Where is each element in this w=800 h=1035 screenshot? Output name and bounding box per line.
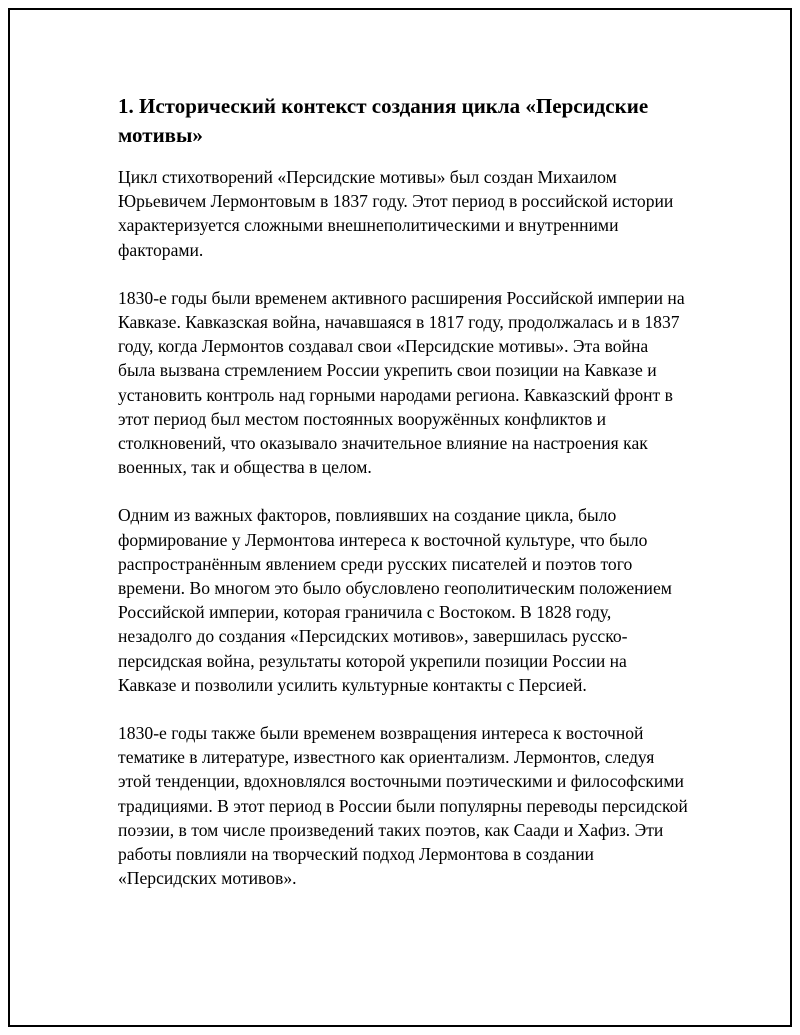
- paragraph-2: 1830-е годы были временем активного расширения Российской империи на Кавказе. Кавказская война, начавшаяся в 1817 году, продолжалась и в 1837 году, когда Лермонтов создавал свои «Персидские мотивы». Эта война была вызвана стремлением России укрепить свои позиции на Кавказе и установить контроль над горными народами региона. Кавказский фронт в этот период был местом постоянных вооружённых конфликтов и столкновений, что оказывало значительное влияние на настроения как военных, так и общества в целом.: [118, 287, 685, 478]
- paragraph-4: 1830-е годы также были временем возвращения интереса к восточной тематике в литературе, известного как ориентализм. Лермонтов, следуя этой тенденции, вдохновлялся восточными поэтическими и философскими традициями. В этот период в России были популярны переводы персидской поэзии, в том числе произведений таких поэтов, как Саади и Хафиз. Эти работы повлияли на творческий подход Лермонтова в создании «Персидских мотивов».: [118, 723, 688, 889]
- paragraph-3: Одним из важных факторов, повлиявших на создание цикла, было формирование у Лермонтова интереса к восточной культуре, что было распространённым явлением среди русских писателей и поэтов того времени. Во многом это было обусловлено геополитическим положением Российской империи, которая граничила с Востоком. В 1828 году, незадолго до создания «Персидских мотивов», завершилась русско-персидская война, результаты которой укрепили позиции России на Кавказе и позволили усилить культурные контакты с Персией.: [118, 505, 672, 695]
- section-heading: 1. Исторический контекст создания цикла «Персидские мотивы»: [118, 94, 649, 147]
- paragraph-1: Цикл стихотворений «Персидские мотивы» был создан Михаилом Юрьевичем Лермонтовым в 1837 году. Этот период в российской истории характеризуется сложными внешнеполитическими и внутренними факторами.: [118, 167, 674, 260]
- document-body: [118, 92, 688, 914]
